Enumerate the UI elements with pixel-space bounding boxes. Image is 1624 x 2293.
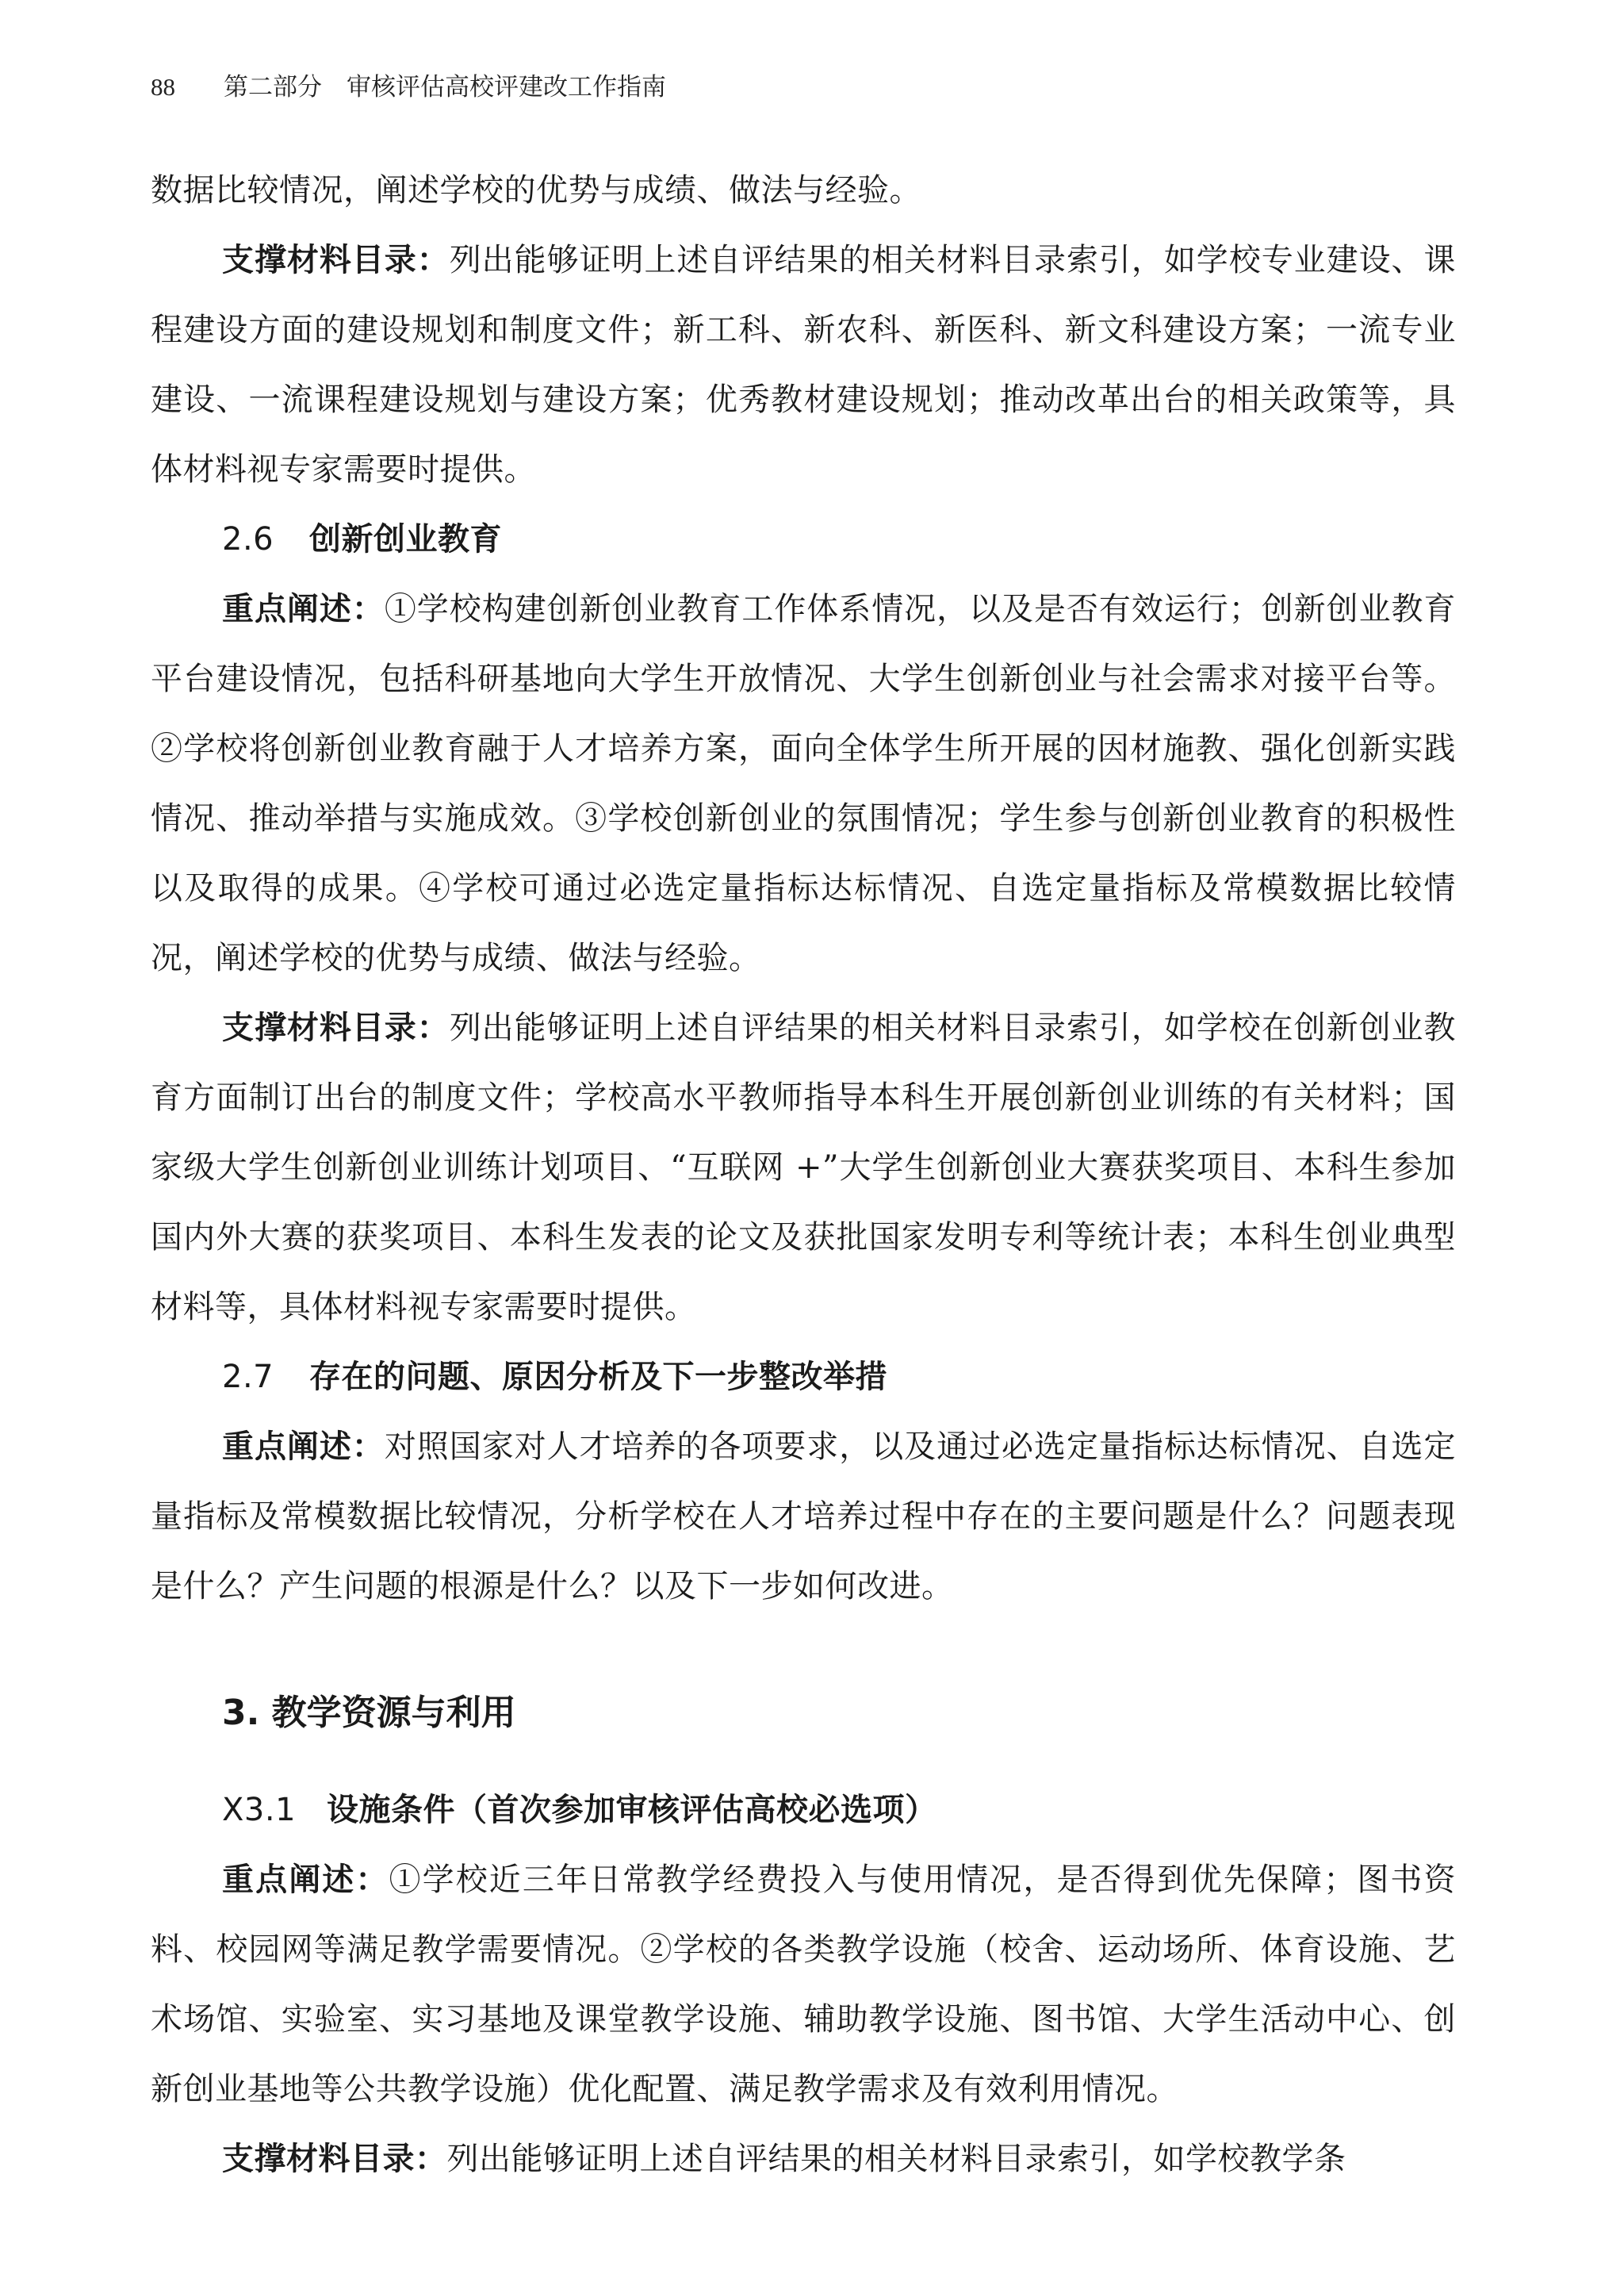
subsection-heading-x3-1 xyxy=(151,1775,1456,1845)
paragraph-lead: 支撑材料目录： xyxy=(222,242,450,278)
paragraph-text: ①学校构建创新创业教育工作体系情况，以及是否有效运行；创新创业教育平台建设情况，包括科研基地向大学生开放情况、大学生创新创业与社会需求对接平台等。②学校将创新创业教育融于人才培养方案，面向全体学生所开展的因材施教、强化创新实践情况、推动举措与实施成效。③学校创新创业的氛围情况；学生参与创新创业教育的积极性以及取得的成果。④学校可通过必选定量指标达标情况、自选定量指标及常模数据比较情况，阐述学校的优势与成绩、做法与经验。 xyxy=(151,591,1457,976)
paragraph-lead: 支撑材料目录： xyxy=(222,2141,447,2177)
paragraph-lead: 支撑材料目录： xyxy=(222,1010,450,1046)
subsection-title: 设施条件（首次参加审核评估高校必选项） xyxy=(327,1792,937,1828)
paragraph-lead: 重点阐述： xyxy=(222,1428,385,1465)
paragraph-key-points xyxy=(151,574,1456,993)
paragraph-text: ①学校近三年日常教学经费投入与使用情况，是否得到优先保障；图书资料、校园网等满足教学需要情况。②学校的各类教学设施（校舍、运动场所、体育设施、艺术场馆、实验室、实习基地及课堂教学设施、辅助教学设施、图书馆、大学生活动中心、创新创业基地等公共教学设施）优化配置、满足教学需求及有效利用情况。 xyxy=(151,1862,1457,2107)
paragraph-lead: 重点阐述： xyxy=(222,591,385,627)
paragraph-lead: 重点阐述： xyxy=(222,1862,389,1898)
paragraph-continued xyxy=(151,155,1456,225)
paragraph-text: 列出能够证明上述自评结果的相关材料目录索引，如学校在创新创业教育方面制订出台的制度文件；学校高水平教师指导本科生开展创新创业训练的有关材料；国家级大学生创新创业训练计划项目、“互联网 +”大学生创新创业大赛获奖项目、本科生参加国内外大赛的获奖项目、本科生发表的论文及获批国家发明专利等统计表；本科生创业典型材料等，具体材料视专家需要时提供。 xyxy=(151,1010,1457,1325)
body-text xyxy=(151,155,1456,2194)
running-title: 第二部分 审核评估高校评建改工作指南 xyxy=(224,73,666,102)
subsection-title: 创新创业教育 xyxy=(309,521,502,558)
subsection-heading-2-7 xyxy=(151,1342,1456,1412)
paragraph-text: 数据比较情况，阐述学校的优势与成绩、做法与经验。 xyxy=(151,172,921,209)
paragraph-key-points xyxy=(151,1412,1456,1621)
running-header xyxy=(151,70,666,105)
subsection-heading-2-6 xyxy=(151,504,1456,574)
section-heading-3: 3. 教学资源与利用 xyxy=(222,1693,516,1733)
paragraph-supporting-materials xyxy=(151,2124,1456,2194)
subsection-number: 2.6 xyxy=(222,521,274,558)
paragraph-text: 列出能够证明上述自评结果的相关材料目录索引，如学校教学条 xyxy=(446,2141,1346,2177)
paragraph-text: 对照国家对人才培养的各项要求，以及通过必选定量指标达标情况、自选定量指标及常模数据比较情况，分析学校在人才培养过程中存在的主要问题是什么？问题表现是什么？产生问题的根源是什么？以及下一步如何改进。 xyxy=(151,1428,1457,1605)
paragraph-supporting-materials xyxy=(151,993,1456,1342)
paragraph-key-points xyxy=(151,1845,1456,2124)
paragraph-text: 列出能够证明上述自评结果的相关材料目录索引，如学校专业建设、课程建设方面的建设规划和制度文件；新工科、新农科、新医科、新文科建设方案；一流专业建设、一流课程建设规划与建设方案；优秀教材建设规划；推动改革出台的相关政策等，具体材料视专家需要时提供。 xyxy=(151,242,1457,488)
subsection-number: 2.7 xyxy=(222,1359,274,1395)
paragraph-supporting-materials xyxy=(151,225,1456,504)
page-number: 88 xyxy=(151,73,175,101)
subsection-title: 存在的问题、原因分析及下一步整改举措 xyxy=(309,1359,887,1395)
subsection-number: X3.1 xyxy=(222,1792,297,1828)
